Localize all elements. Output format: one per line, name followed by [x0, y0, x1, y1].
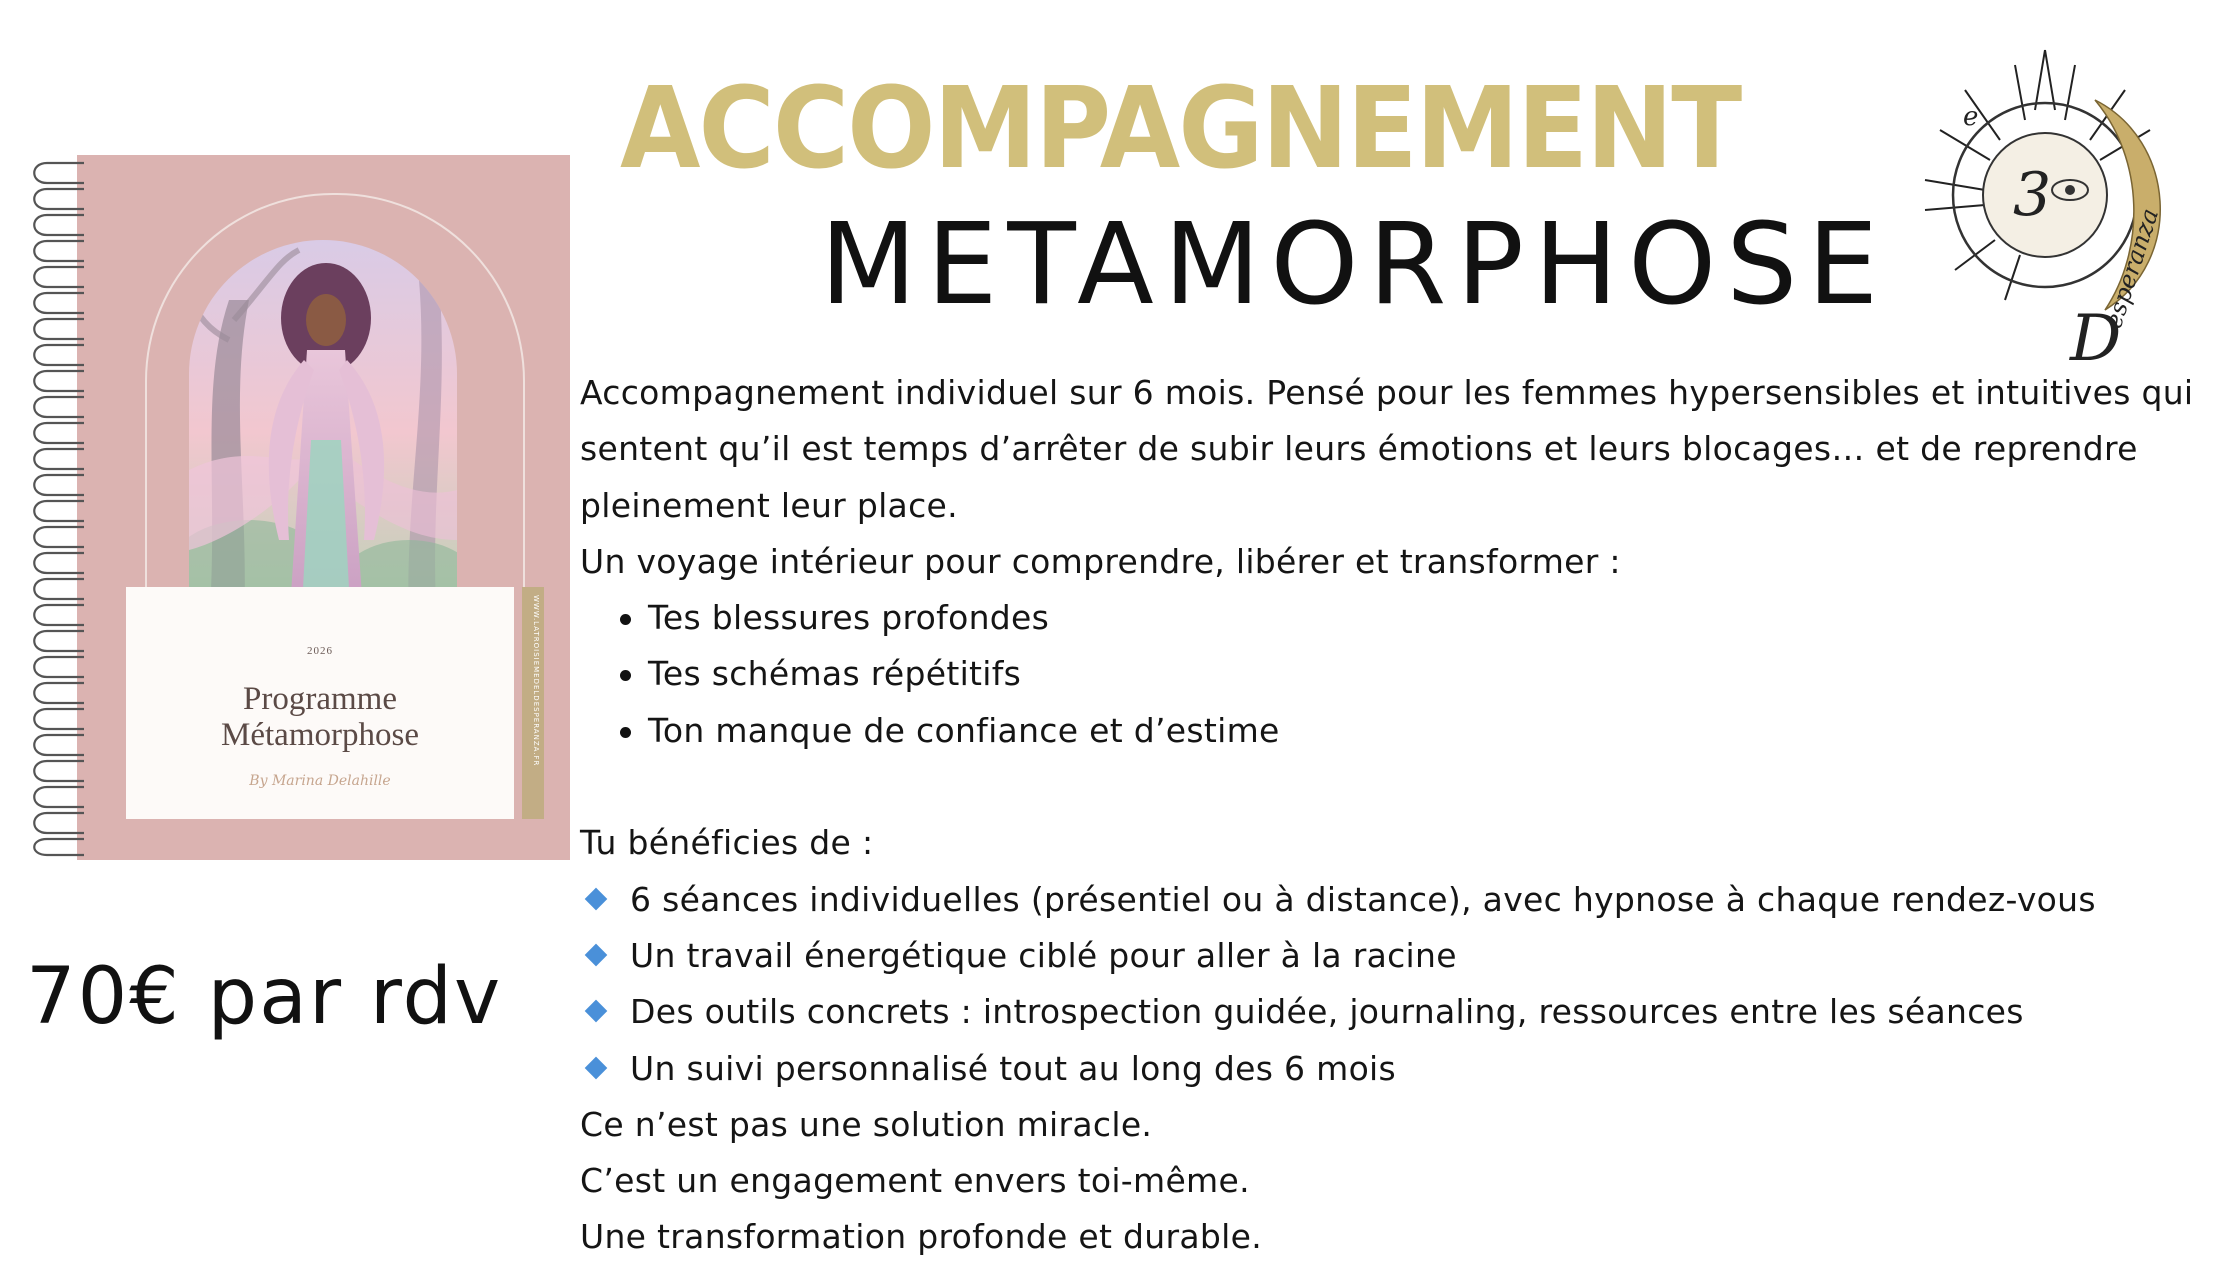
list-item: Ton manque de confiance et d’estime: [580, 703, 2180, 759]
cover-title-card: [126, 587, 514, 819]
bullet-dot-icon: [620, 727, 631, 738]
list-item: 6 séances individuelles (présentiel ou à distance), avec hypnose à chaque rendez-vous: [580, 872, 2180, 928]
brand-logo-sun-moon-icon: [1895, 30, 2195, 370]
spacer: [580, 759, 2180, 815]
benefits-intro: Tu bénéficies de :: [580, 823, 874, 863]
blue-diamond-icon: [585, 1056, 608, 1079]
cover-illustration: [189, 240, 457, 625]
price-per-session: 70€ par rdv: [26, 952, 503, 1042]
journey-list: [580, 590, 2180, 759]
cover-year: 2026: [307, 645, 333, 657]
cover-title: [126, 681, 514, 753]
list-item: Un travail énergétique ciblé pour aller à la racine: [580, 928, 2180, 984]
accompagnement-heading: ACCOMPAGNEMENT: [620, 62, 1741, 194]
logo-number: 3: [2013, 160, 2052, 230]
cover-title-line1: Programme: [243, 681, 397, 717]
intro-line-2: sentent qu’il est temps d’arrêter de subir leurs émotions et leurs blocages… et de reprendre: [580, 429, 2138, 469]
logo-letter-d: D: [2070, 302, 2122, 370]
notebook-cover: [77, 155, 570, 860]
cover-title-line2: Métamorphose: [221, 717, 419, 753]
list-item: Des outils concrets : introspection guidée, journaling, ressources entre les séances: [580, 984, 2180, 1040]
program-description: [580, 365, 2194, 1266]
metamorphose-title: METAMORPHOSE: [820, 200, 1889, 330]
woman-in-forest-image: [189, 240, 457, 625]
cover-side-text: WWW.LATROISIEMEDELDESPERANZA.FR: [532, 595, 540, 767]
logo-letter-e: e: [1963, 102, 1979, 132]
list-item: Un suivi personnalisé tout au long des 6 mois: [580, 1041, 2180, 1097]
logo-curved-text: esperanza: [2099, 205, 2165, 332]
closing-line-3: Une transformation profonde et durable.: [580, 1217, 1262, 1257]
spiral-binding-icon: [22, 155, 92, 860]
list-item: Tes blessures profondes: [580, 590, 2180, 646]
program-notebook: [22, 155, 570, 860]
closing-line-2: C’est un engagement envers toi-même.: [580, 1161, 1250, 1201]
blue-diamond-icon: [585, 1000, 608, 1023]
benefits-list: [580, 872, 2180, 1097]
closing-line-1: Ce n’est pas une solution miracle.: [580, 1104, 1153, 1144]
blue-diamond-icon: [585, 887, 608, 910]
intro-line-1: Accompagnement individuel sur 6 mois. Pensé pour les femmes hypersensibles et intuitives qui: [580, 373, 2194, 412]
cover-signature: By Marina Delahille: [249, 773, 391, 789]
journey-line: Un voyage intérieur pour comprendre, libérer et transformer :: [580, 541, 1621, 581]
blue-diamond-icon: [585, 944, 608, 967]
list-item: Tes schémas répétitifs: [580, 646, 2180, 702]
intro-line-3: pleinement leur place.: [580, 485, 958, 525]
